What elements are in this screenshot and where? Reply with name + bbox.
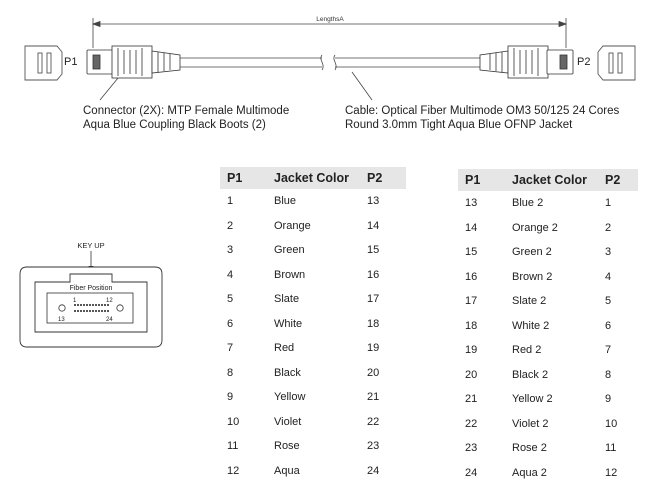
- cell-p2: 18: [367, 317, 380, 330]
- cell-p2: 14: [367, 219, 380, 232]
- cell-p2: 8: [605, 368, 612, 381]
- fiber-position-label: Fiber Position: [69, 285, 113, 292]
- cell-jacket-color: Black: [274, 366, 301, 379]
- cell-jacket-color: White: [274, 317, 303, 330]
- cell-p2: 2: [605, 221, 612, 234]
- fiber-dot: [74, 310, 76, 312]
- table-row: [458, 216, 638, 241]
- cell-jacket-color: Blue: [274, 195, 297, 208]
- cell-p1: 7: [227, 342, 234, 355]
- table-body: [458, 191, 638, 485]
- fiber-dot: [86, 304, 88, 306]
- fiber-dot: [98, 310, 100, 312]
- pinout-table-right: [458, 169, 638, 485]
- cell-p1: 2: [227, 219, 234, 232]
- table-row: [458, 461, 638, 486]
- table-row: [458, 191, 638, 216]
- table-row: [220, 238, 406, 263]
- cell-p1: 15: [465, 246, 478, 259]
- cell-p2: 5: [605, 295, 612, 308]
- fiber-dot: [101, 310, 103, 312]
- table-row: [220, 385, 406, 410]
- fiber-dot: [92, 304, 94, 306]
- fiber-dot: [104, 304, 106, 306]
- cell-jacket-color: Green: [274, 244, 305, 257]
- header-p2: P2: [605, 169, 638, 191]
- cell-p2: 16: [367, 268, 380, 281]
- cell-jacket-color: Orange: [274, 219, 311, 232]
- table-row: [458, 412, 638, 437]
- fiber-dot: [77, 310, 79, 312]
- fiber-dot: [101, 304, 103, 306]
- table-row: [458, 314, 638, 339]
- cell-p1: 12: [227, 464, 240, 477]
- cell-p2: 3: [605, 246, 612, 259]
- table-row: [220, 336, 406, 361]
- cell-p1: 1: [227, 195, 234, 208]
- cell-p2: 21: [367, 391, 380, 404]
- fiber-position-diagram: [0, 238, 170, 358]
- table-row: [220, 312, 406, 337]
- cable-desc-line: Cable: Optical Fiber Multimode OM3 50/125 24 Cores: [345, 105, 620, 117]
- fiber-dot: [80, 304, 82, 306]
- cell-p1: 16: [465, 270, 478, 283]
- fiber-dot: [80, 310, 82, 312]
- connector-desc-line: Connector (2X): MTP Female Multimode: [83, 105, 290, 117]
- table-row: [220, 459, 406, 484]
- cell-p1: 3: [227, 244, 234, 257]
- cell-p2: 13: [367, 195, 380, 208]
- cell-p2: 24: [367, 464, 380, 477]
- connector-right: [480, 46, 573, 78]
- fiber-dot: [98, 304, 100, 306]
- fiber-dot: [83, 304, 85, 306]
- cell-jacket-color: Red 2: [512, 344, 542, 357]
- table-row: [458, 363, 638, 388]
- fiber-dot: [92, 310, 94, 312]
- cell-jacket-color: Aqua 2: [512, 466, 547, 479]
- fiber-dot: [89, 304, 91, 306]
- table-row: [220, 214, 406, 239]
- cell-p1: 20: [465, 368, 478, 381]
- cell-p2: 4: [605, 270, 612, 283]
- table-row: [220, 361, 406, 386]
- table-row: [220, 189, 406, 214]
- cell-jacket-color: Yellow: [274, 391, 306, 404]
- cable-desc-line: Round 3.0mm Tight Aqua Blue OFNP Jacket: [345, 119, 573, 131]
- cell-jacket-color: Slate 2: [512, 295, 547, 308]
- table-row: [458, 289, 638, 314]
- fiber-number-13: 13: [58, 317, 65, 323]
- cell-p1: 22: [465, 417, 478, 430]
- table-row: [220, 263, 406, 288]
- cell-p1: 21: [465, 393, 478, 406]
- cell-jacket-color: Violet 2: [512, 417, 549, 430]
- cell-jacket-color: Red: [274, 342, 295, 355]
- fiber-dot: [86, 310, 88, 312]
- table-row: [458, 265, 638, 290]
- cell-jacket-color: Rose: [274, 440, 300, 453]
- cell-jacket-color: White 2: [512, 319, 550, 332]
- cell-p1: 19: [465, 344, 478, 357]
- dust-cap-right: [598, 46, 635, 80]
- cell-p2: 15: [367, 244, 380, 257]
- table-row: [458, 338, 638, 363]
- length-label: LengthsA: [316, 16, 344, 23]
- fiber-dot: [83, 310, 85, 312]
- cell-p1: 5: [227, 293, 234, 306]
- table-row: [220, 287, 406, 312]
- cell-p1: 18: [465, 319, 478, 332]
- connector-desc-line: Aqua Blue Coupling Black Boots (2): [83, 119, 266, 131]
- cell-jacket-color: Blue 2: [512, 197, 544, 210]
- cell-p2: 1: [605, 197, 612, 210]
- fiber-number-1: 1: [73, 298, 77, 304]
- cell-p2: 23: [367, 440, 380, 453]
- pinout-table-left: [220, 167, 406, 483]
- fiber-number-24: 24: [106, 317, 113, 323]
- cell-p2: 22: [367, 415, 380, 428]
- cell-jacket-color: Slate: [274, 293, 300, 306]
- table-row: [220, 434, 406, 459]
- key-up-label: KEY UP: [77, 241, 105, 250]
- table-header-row: [458, 169, 638, 191]
- cell-jacket-color: Orange 2: [512, 221, 558, 234]
- fiber-cable: [180, 55, 480, 70]
- fiber-dot: [74, 304, 76, 306]
- header-p2: P2: [367, 167, 406, 189]
- cell-p1: 17: [465, 295, 478, 308]
- table-body: [220, 189, 406, 483]
- cell-p1: 11: [227, 440, 239, 453]
- cell-p1: 23: [465, 442, 478, 455]
- header-jacket-color: Jacket Color: [274, 167, 367, 189]
- header-p1: P1: [458, 169, 512, 191]
- fiber-dot: [107, 310, 109, 312]
- dust-cap-left: [25, 46, 62, 80]
- cell-jacket-color: Yellow 2: [512, 393, 553, 406]
- p1-label-left: P1: [64, 56, 78, 68]
- cell-jacket-color: Brown: [274, 268, 306, 281]
- p2-label-right: P2: [577, 56, 591, 68]
- connector-left: [87, 46, 180, 78]
- cell-p2: 17: [367, 293, 380, 306]
- fiber-dot: [95, 304, 97, 306]
- fiber-dot: [89, 310, 91, 312]
- connector-description: [83, 104, 289, 132]
- cell-jacket-color: Green 2: [512, 246, 552, 259]
- table-row: [458, 436, 638, 461]
- cell-p2: 12: [605, 466, 618, 479]
- table-row: [458, 240, 638, 265]
- cell-p2: 19: [367, 342, 380, 355]
- fiber-dot: [95, 310, 97, 312]
- table-row: [220, 410, 406, 435]
- cell-p1: 24: [465, 466, 478, 479]
- cell-p2: 11: [605, 442, 617, 455]
- cell-p2: 20: [367, 366, 380, 379]
- cell-p2: 7: [605, 344, 612, 357]
- cell-jacket-color: Brown 2: [512, 270, 553, 283]
- fiber-dot: [107, 304, 109, 306]
- cell-p1: 6: [227, 317, 234, 330]
- cell-p1: 10: [227, 415, 240, 428]
- cell-p1: 13: [465, 197, 478, 210]
- cell-jacket-color: Rose 2: [512, 442, 547, 455]
- cell-p1: 4: [227, 268, 234, 281]
- cell-p2: 10: [605, 417, 618, 430]
- header-p1: P1: [220, 167, 274, 189]
- fiber-dot: [77, 304, 79, 306]
- cell-p2: 9: [605, 393, 612, 406]
- cell-p1: 8: [227, 366, 234, 379]
- cell-p2: 6: [605, 319, 612, 332]
- cell-p1: 9: [227, 391, 234, 404]
- table-row: [458, 387, 638, 412]
- fiber-dot: [104, 310, 106, 312]
- cell-jacket-color: Aqua: [274, 464, 300, 477]
- cell-jacket-color: Black 2: [512, 368, 549, 381]
- table-header-row: [220, 167, 406, 189]
- fiber-number-12: 12: [106, 298, 113, 304]
- cell-p1: 14: [465, 221, 478, 234]
- header-jacket-color: Jacket Color: [512, 169, 605, 191]
- cell-jacket-color: Violet: [274, 415, 302, 428]
- cable-description: [345, 104, 619, 132]
